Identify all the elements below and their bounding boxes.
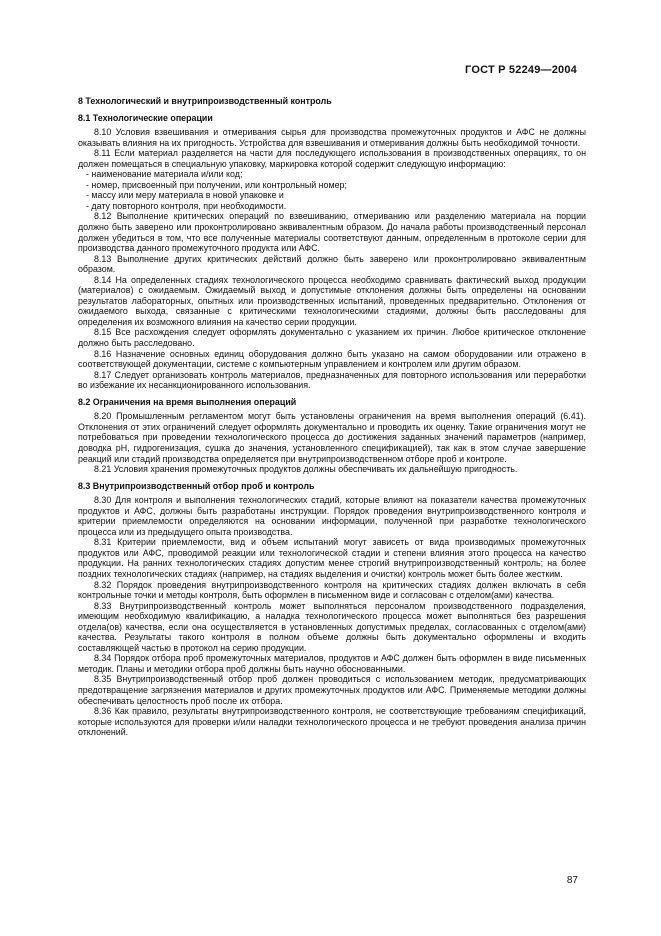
paragraph: 8.36 Как правило, результаты внутрипроизводственного контроля, не соответствующие требованиям спецификаций, которые используются для проверки и/или наладки технологического процесса и не требуют проведения анализа причин отклонений. [78,706,586,738]
paragraph: 8.17 Следует организовать контроль материалов, предназначенных для повторного использования или переработки во избежание их несанкционированного использования. [78,369,586,391]
paragraph: 8.10 Условия взвешивания и отмеривания сырья для производства промежуточных продуктов и АФС не должны оказывать влияния на их пригодность. Устройства для взвешивания и отмеривания должны быть необходимой точности. [78,127,586,148]
paragraph: 8.21 Условия хранения промежуточных продуктов должны обеспечивать их дальнейшую пригодность. [94,464,518,475]
paragraph: 8.16 Назначение основных единиц оборудования должно быть указано на самом оборудовании или отражено в соответствующей документации, системе с компьютерным управлением и контролем или другим образом. [78,348,586,370]
paragraph: 8.33 Внутрипроизводственный контроль может выполняться персоналом производственного подразделения, имеющим необходимую квалификацию, а наладка технологического процесса может выполняться без разрешения отдела(ов) качества, если она осуществляется в установленных допустимых пределах, согласованных с отделом(ами) качества. Результаты такого контроля в полном объеме должны быть документально оформлены и входить составляющей частью в протокол на серию продукции. [78,600,586,653]
page-number: 87 [566,875,578,886]
paragraph: 8.32 Порядок проведения внутрипроизводственного контроля на критических стадиях должен включать в себя контрольные точки и методы контроля, быть оформлен в письменном виде и согласован с отделом(ами) качества. [78,579,586,601]
paragraph: 8.30 Для контроля и выполнения технологических стадий, которые влияют на показатели качества промежуточных продуктов и АФС, должны быть разработаны инструкции. Порядок проведения внутрипроизводственного контроля и критерии приемлемости определяются на основании информации, полученной при разработке технологического процесса или из предыдущего опыта производства. [78,495,586,537]
list-item: - дату повторного контроля, при необходимости. [78,201,586,212]
document-body [78,96,586,738]
paragraph: 8.31 Критерии приемлемости, вид и объем испытаний могут зависеть от вида производимых промежуточных продуктов или АФС, проводимой реакции или технологической стадии и степени влияния этого процесса на качество продукции. На ранних технологических стадиях допустим менее строгий внутрипроизводственный контроль; на более поздних технологических стадиях (например, на стадиях выделения и очистки) контроль может быть более жестким. [78,537,586,579]
paragraph: 8.15 Все расхождения следует оформлять документально с указанием их причин. Любое критическое отклонение должно быть расследовано. [78,327,586,349]
document-header: ГОСТ Р 52249—2004 [465,64,577,76]
paragraph: 8.14 На определенных стадиях технологического процесса необходимо сравнивать фактический выход продукции (материалов) с ожидаемым. Ожидаемый выход и допустимые отклонения должны быть определены на основании результатов лабораторных, опытных или производственных испытаний, проведенных предварительно. Отклонения от ожидаемого выхода, связанные с критическими технологическими стадиями, должны быть расследованы для определения их возможного влияния на качество серии продукции. [78,274,586,327]
paragraph: 8.13 Выполнение других критических действий должно быть заверено или проконтролировано эквивалентным образом. [78,253,586,275]
section-heading: 8 Технологический и внутрипроизводственный контроль [78,96,332,106]
subsection-heading: 8.2 Ограничения на время выполнения операций [78,396,297,407]
subsection-heading: 8.3 Внутрипроизводственный отбор проб и контроль [78,480,315,491]
list-item: - массу или меру материала в новой упаковке и [78,190,586,201]
paragraph: 8.11 Если материал разделяется на части для последующего использования в производственных операциях, то он должен помещаться в специальную упаковку, маркировка которой содержит следующую информацию: [78,148,586,169]
list-item: - наименование материала и/или код; [78,169,586,180]
paragraph: 8.35 Внутрипроизводственный отбор проб должен проводиться с использованием методик, предусматривающих предотвращение загрязнения материалов и других промежуточных продуктов или АФС. Применяемые методики должны обеспечивать целостность проб после их отбора. [78,674,586,706]
list-item: - номер, присвоенный при получении, или контрольный номер; [78,180,586,191]
paragraph: 8.12 Выполнение критических операций по взвешиванию, отмериванию или разделению материала на порции должно быть заверено или проконтролировано эквивалентным образом. До начала работы производственный персонал должен убедиться в том, что все полученные материалы соответствуют данным, определенным в протоколе серии для производства данного промежуточного продукта или АФС. [78,211,586,254]
paragraph: 8.34 Порядок отбора проб промежуточных материалов, продуктов и АФС должен быть оформлен в виде письменных методик. Планы и методики отбора проб должны быть научно обоснованными. [78,653,586,674]
subsection-heading: 8.1 Технологические операции [78,112,213,123]
paragraph: 8.20 Промышленным регламентом могут быть установлены ограничения на время выполнения операций (6.41). Отклонения от этих ограничений следует оформлять документально и проводить их оценку. Такие ограничения могут не потребоваться при проведении технологического процесса до достижения заданных значений параметров (например, доводка pH, гидрогенизация, сушка до значения, установленного спецификацией), так как в этом случае завершение реакций или стадий производства определяется при внутрипроизводственном отборе проб и контроле. [78,411,586,464]
